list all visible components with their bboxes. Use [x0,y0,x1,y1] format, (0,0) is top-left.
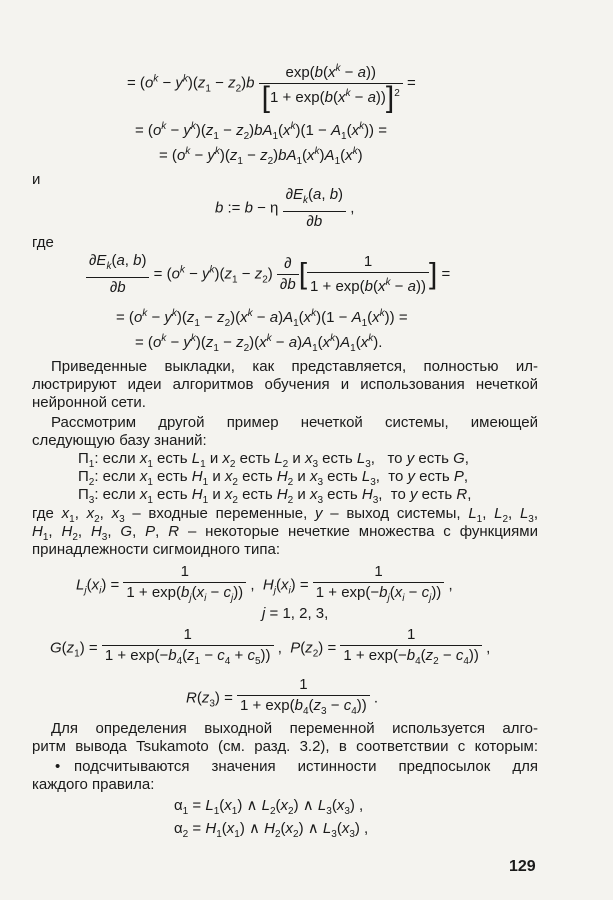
equation-3: = $(o^k - y^k)(z_1 - z_2)bA_1(x^k)A_1(x^k)$ [159,146,363,167]
equation-5: $\frac{\partial E_k(a, b)}{\partial b}$ = $(o^k - y^k)(z_1 - z_2)$ $\frac{\partial}{\partial b}$ [ $\frac{1}{1 + \exp(b(x^k - a))}$ ] = [86,252,450,297]
paragraph-2-line-1: Рассмотрим другой пример нечеткой системы, имеющей [51,414,538,431]
equation-13: $\alpha_2 = H_1(x_1)$ ∧ $H_2(x_2)$ ∧ $L_3(x_3)$ , [174,820,369,840]
equation-12: $\alpha_1 = L_1(x_1)$ ∧ $L_2(x_2)$ ∧ $L_3(x_3)$ , [174,797,364,817]
paragraph-3-line-2: $H_1$, $H_2$, $H_3$, G, P, R – некоторые нечеткие множества с функциями [32,523,538,543]
equation-1: = $(o^k - y^k)(z_1 - z_2)b$ $\frac{\exp(b(x^k - a))}{[1 + \exp(b(x^k - a))]^2}$ = [127,63,416,115]
bullet-marker: • [55,758,61,775]
and-word: и [32,171,41,188]
paragraph-1-line-1: Приведенные выкладки, как представляется, полностью ил- [51,358,538,375]
paragraph-2-line-2: следующую базу знаний: [32,432,207,449]
rule-3: $П_3$: если $x_1$ есть $H_1$ и $x_2$ есть $H_2$ и $x_3$ есть $H_3$, то y есть R, [78,486,472,506]
equation-10: $G(z_1)$ = $\frac{1}{1 + \exp(-b_4(z_1 - c_4 + c_5))}$ , $P(z_2)$ = $\frac{1}{1 + \exp(-b_4(z_2 - c_4))}$ , [50,626,490,671]
paragraph-5-line-1: подсчитываются значения истинности предпосылок для [74,758,538,775]
equation-11: $R(z_3)$ = $\frac{1}{1 + \exp(b_4(z_3 - c_4))}$ . [186,676,378,721]
paragraph-3-line-1: где $x_1$, $x_2$, $x_3$ – входные переменные, y – выход системы, $L_1$, $L_2$, $L_3$, [32,505,539,525]
paragraph-4-line-2: ритм вывода Tsukamoto (см. разд. 3.2), в соответствии с которым: [32,738,538,755]
page-number: 129 [509,858,536,875]
equation-2: = $(o^k - y^k)(z_1 - z_2)bA_1(x^k)(1 - A_1(x^k))$ = [135,121,387,142]
equation-7: = $(o^k - y^k)(z_1 - z_2)(x^k - a)A_1(x^k)A_1(x^k)$. [135,333,383,354]
paragraph-1-line-2: люстрируют идеи алгоритмов обучения и использования нечеткой [32,376,538,393]
equation-8: $L_j(x_i)$ = $\frac{1}{1 + \exp(b_j(x_i - c_j))}$ , $H_j(x_i)$ = $\frac{1}{1 + \exp(-b_j(x_i - c_j))}$ , [76,563,453,608]
equation-6: = $(o^k - y^k)(z_1 - z_2)(x^k - a)A_1(x^k)(1 - A_1(x^k))$ = [116,308,408,329]
paragraph-5-line-2: каждого правила: [32,776,155,793]
rule-1: $П_1$: если $x_1$ есть $L_1$ и $x_2$ есть $L_2$ и $x_3$ есть $L_3$, то y есть G, [78,450,469,470]
equation-4: b := b − η $\frac{\partial E_k(a, b)}{\partial b}$ , [215,186,355,230]
where-word: где [32,234,54,251]
rule-2: $П_2$: если $x_1$ есть $H_1$ и $x_2$ есть $H_2$ и $x_3$ есть $L_3$, то y есть P, [78,468,469,488]
paragraph-3-line-3: принадлежности сигмоидного типа: [32,541,281,558]
paragraph-4-line-1: Для определения выходной переменной используется алго- [51,720,538,737]
paragraph-1-line-3: нейронной сети. [32,394,146,411]
equation-9: j = 1, 2, 3, [262,605,329,622]
